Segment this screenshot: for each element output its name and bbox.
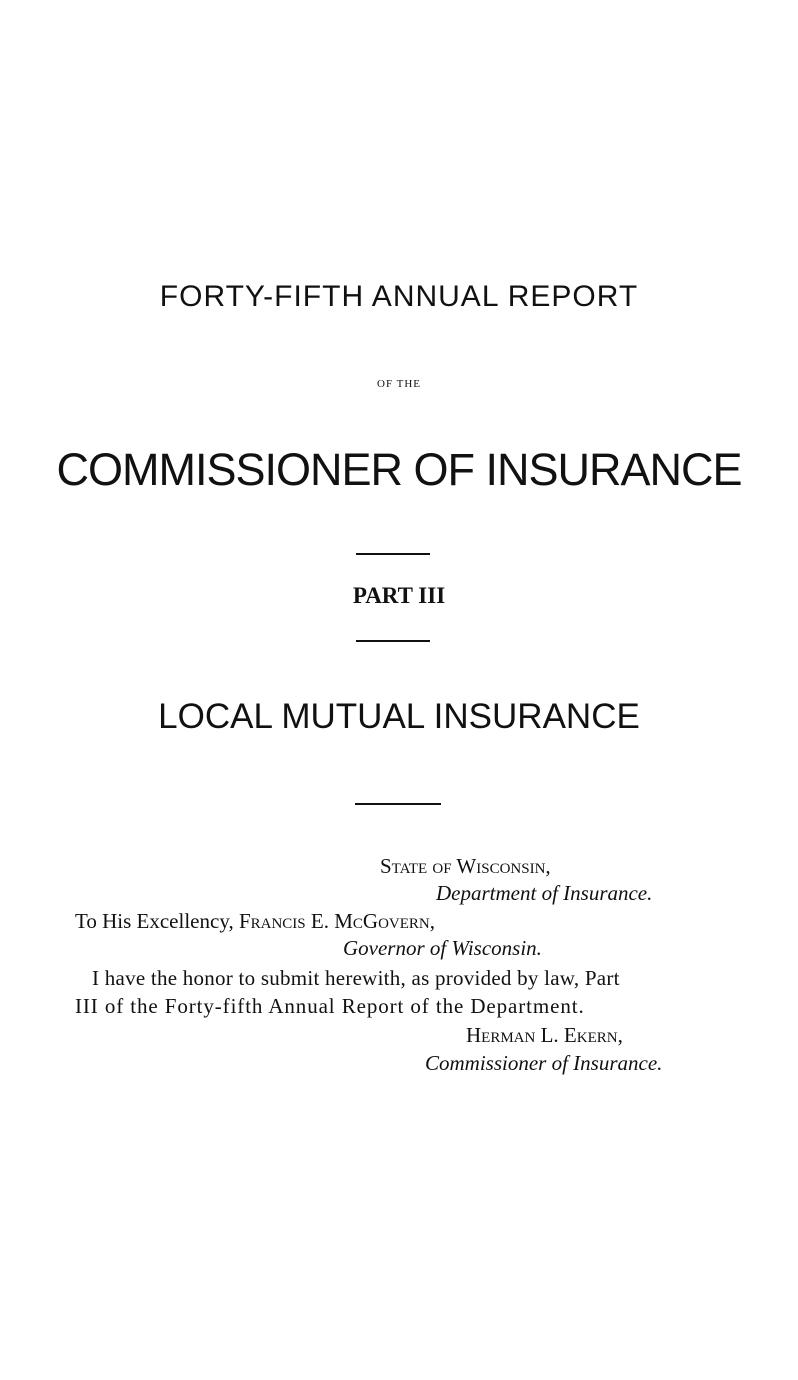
letter-signatory-title: Commissioner of Insurance.: [425, 1051, 663, 1075]
letter-signatory: Herman L. Ekern,: [466, 1023, 623, 1047]
letter-governor-name: Francis E. McGovern,: [238, 909, 435, 933]
letter-governor-title: Governor of Wisconsin.: [343, 936, 542, 960]
report-subject: LOCAL MUTUAL INSURANCE: [158, 697, 640, 736]
divider-bottom: [355, 803, 441, 805]
letter-body-line1: I have the honor to submit herewith, as provided by law, Part: [92, 966, 620, 990]
letter-salutation: [75, 909, 435, 933]
divider-middle: [356, 640, 430, 642]
report-heading-commissioner: COMMISSIONER OF INSURANCE: [56, 444, 742, 495]
letter-body-line2: III of the Forty-fifth Annual Report of the Department.: [75, 994, 585, 1018]
divider-top: [356, 553, 430, 555]
report-heading-of-the: OF THE: [377, 378, 421, 390]
report-heading-line1: FORTY-FIFTH ANNUAL REPORT: [159, 280, 639, 313]
letter-state: State of Wisconsin,: [380, 854, 551, 878]
letter-to-prefix: To His Excellency,: [75, 909, 234, 933]
letter-department: Department of Insurance.: [436, 881, 653, 905]
report-part-label: PART III: [352, 583, 446, 608]
